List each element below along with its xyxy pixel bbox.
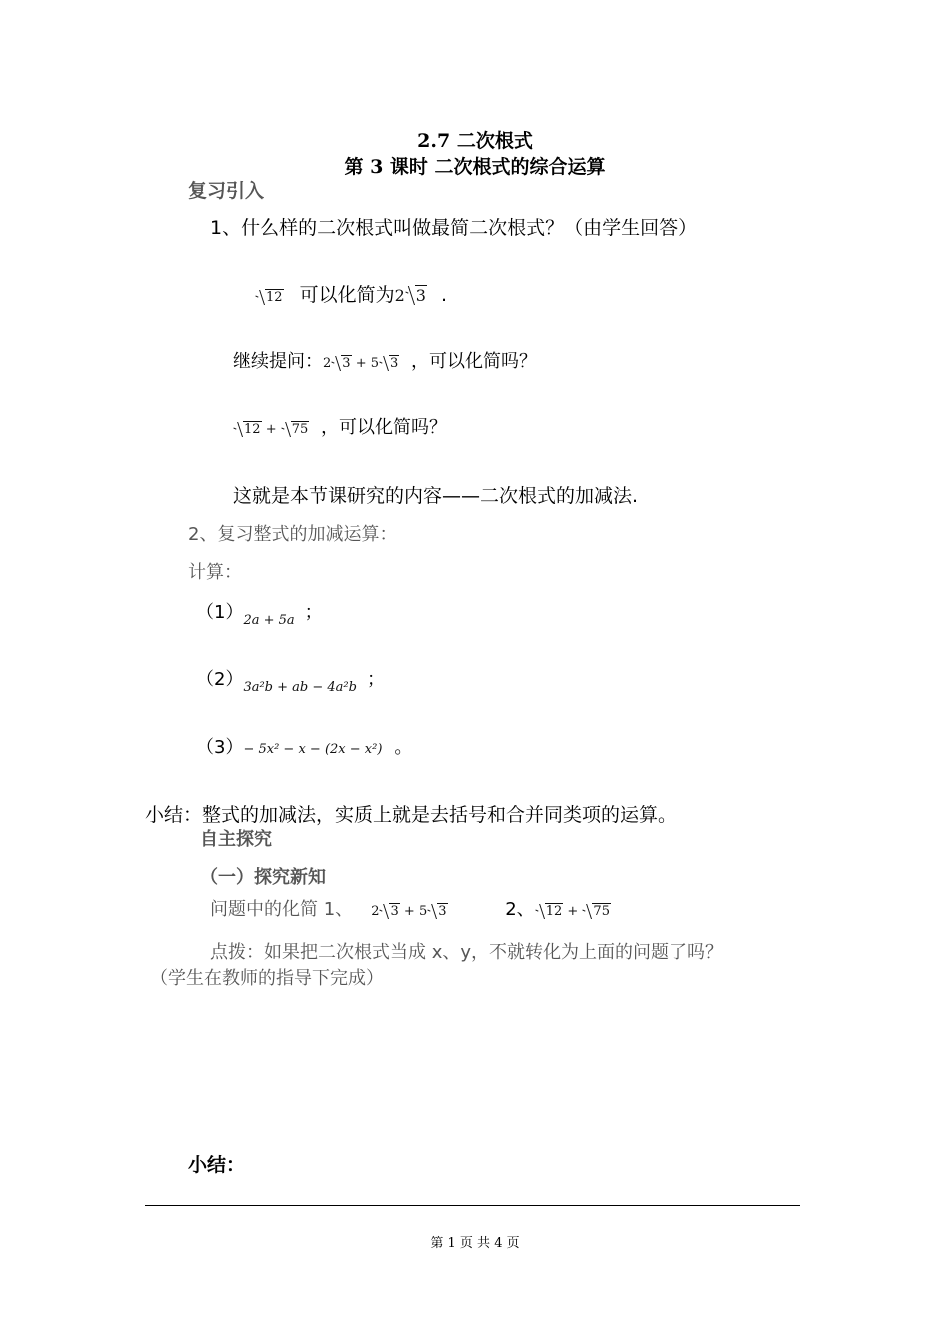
question-1: 1、什么样的二次根式叫做最简二次根式？（由学生回答）	[210, 217, 698, 239]
hint-line-1: 点拨：如果把二次根式当成 x、y，不就转化为上面的问题了吗？	[210, 942, 724, 963]
roots-question: 12 + 75 ，可以化简吗？	[233, 413, 447, 439]
page-footer: 第 1 页 共 4 页	[430, 1236, 520, 1251]
title-line-2: 第 3 课时 二次根式的综合运算	[344, 156, 606, 178]
content-line: 这就是本节课研究的内容——二次根式的加减法.	[233, 485, 639, 507]
simplify-line: 12 可以化简为2 3 .	[255, 280, 447, 307]
problem-expr-1: 2 3 + 5 3	[371, 904, 447, 919]
problem-line: 问题中的化简 1、 2 3 + 5 3 2、 12 + 75	[210, 899, 610, 920]
continue-expr: 2 3 + 5 3	[323, 356, 399, 371]
explore-subheading: （一）探究新知	[200, 867, 326, 888]
simplify-result: 2 3	[394, 286, 426, 305]
calc-label: 计算：	[188, 562, 242, 583]
roots-expr: 12 + 75	[233, 422, 309, 437]
section-review-heading: 复习引入	[188, 180, 265, 202]
footer-divider	[145, 1205, 800, 1206]
problem-expr-2: 12 + 75	[535, 904, 611, 919]
continue-question: 继续提问：2 3 + 5 3 ，可以化简吗？	[233, 351, 538, 372]
section-explore-heading: 自主探究	[200, 829, 272, 850]
calc-item-2: $(2)_{3a^2b + ab - 4a^2b}$ ；	[196, 669, 385, 695]
simplify-expr-left: 12	[255, 290, 284, 305]
calc-item-3: （3）− 5x² − x − (2x − x²) 。	[196, 737, 413, 758]
calc-item-1: $(1)_{2a + 5a}$ ；	[196, 602, 323, 628]
review-2: 2、复习整式的加减运算：	[188, 524, 398, 545]
title-line-1: 2.7 二次根式	[417, 130, 533, 152]
summary-2: 小结：	[188, 1154, 246, 1176]
hint-line-2: （学生在教师的指导下完成）	[150, 968, 384, 989]
summary-1: 小结：整式的加减法，实质上就是去括号和合并同类项的运算。	[145, 804, 678, 826]
